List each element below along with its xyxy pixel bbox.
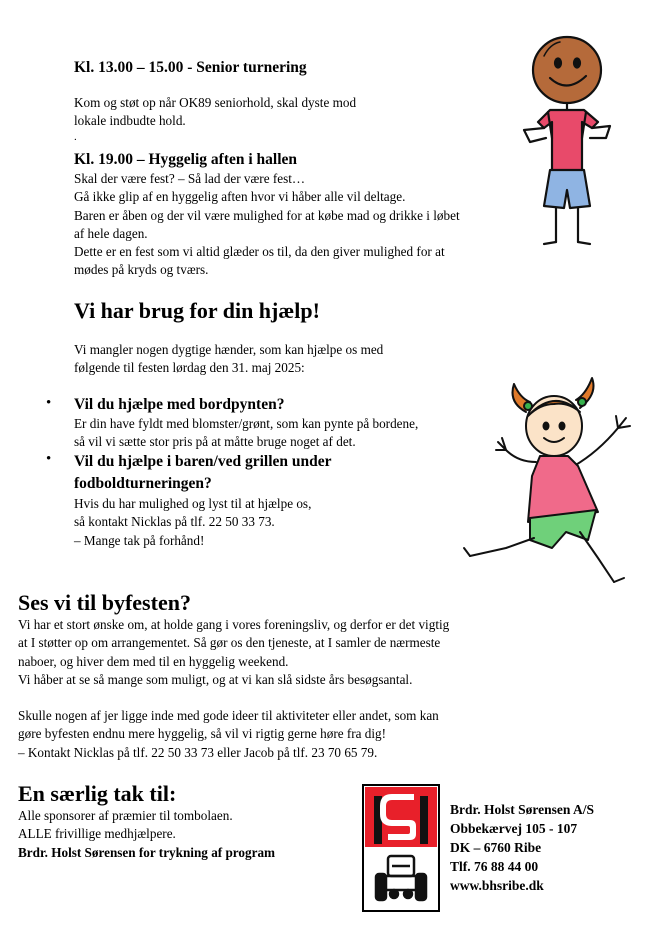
help-heading: Vi har brug for din hjælp! [74, 298, 320, 323]
sponsor-city: DK – 6760 Ribe [450, 840, 542, 855]
byfest-line: – Kontakt Nicklas på tlf. 22 50 33 73 eller Jacob på tlf. 23 70 65 79. [18, 744, 378, 760]
bullet: • [46, 394, 52, 411]
evening-line: Dette er en fest som vi altid glæder os til, da den giver mulighed for at [74, 244, 445, 260]
help-item-title-line: fodboldturneringen? [74, 475, 212, 493]
sponsor-website[interactable]: www.bhsribe.dk [450, 878, 544, 893]
boy-shorts [544, 170, 590, 208]
thanks-heading: En særlig tak til: [18, 781, 177, 806]
sponsor-address [450, 800, 594, 895]
senior-line: lokale indbudte hold. [74, 113, 186, 129]
help-item-text [74, 495, 418, 550]
help-section [46, 298, 419, 550]
help-item-line: så kontakt Nicklas på tlf. 22 50 33 73. [74, 514, 275, 530]
thanks-text [18, 807, 275, 862]
bullet: • [46, 451, 52, 468]
byfest-para-2 [18, 707, 449, 762]
bhs-logo-h-right [420, 796, 428, 844]
boy-illustration [510, 30, 625, 252]
boy-head [533, 37, 601, 103]
sponsor-name: Brdr. Holst Sørensen A/S [450, 802, 595, 817]
help-item-text [74, 415, 418, 452]
byfest-section [18, 590, 449, 762]
evening-line: af hele dagen. [74, 225, 148, 241]
boy-shirt [538, 110, 598, 172]
stray-dot: . [74, 130, 77, 143]
byfest-line: Vi håber at se så mange som muligt, og at vi kan slå sidste års besøgsantal. [18, 671, 413, 687]
girl-illustration [458, 372, 648, 587]
help-item-line: så vil vi sætte stor pris på at måtte bruge noget af det. [74, 433, 356, 449]
evening-line: Skal der være fest? – Så lad der være fest… [74, 171, 306, 186]
evening-text [74, 170, 460, 280]
help-list [46, 394, 419, 550]
sponsor-phone: Tlf. 76 88 44 00 [450, 859, 539, 874]
bhs-logo [362, 784, 440, 912]
help-intro [74, 341, 418, 378]
byfest-line: gøre byfesten endnu mere hyggelig, så vil vi rigtig gerne høre fra dig! [18, 726, 387, 742]
thanks-section [18, 781, 275, 862]
help-item-line: – Mange tak på forhånd! [74, 532, 205, 548]
help-item-line: Er din have fyldt med blomster/grønt, som kan pynte på bordene, [74, 415, 419, 431]
evening-line: Gå ikke glip af en hyggelig aften hvor vi håber alle vil deltage. [74, 189, 406, 205]
senior-line: Kom og støt op når OK89 seniorhold, skal dyste mod [74, 95, 357, 110]
evening-section [74, 150, 460, 280]
help-intro-line: følgende til festen lørdag den 31. maj 2025: [74, 360, 305, 376]
help-intro-line: Vi mangler nogen dygtige hænder, som kan hjælpe os med [74, 342, 384, 357]
help-item-title [74, 451, 418, 495]
senior-heading: Kl. 13.00 – 15.00 - Senior turnering [74, 59, 307, 76]
byfest-para-1 [18, 616, 449, 689]
byfest-line: Skulle nogen af jer ligge inde med gode ideer til aktiviteter eller andet, som kan [18, 708, 439, 724]
help-item-title [74, 395, 418, 415]
byfest-line: Vi har et stort ønske om, at holde gang i vores foreningsliv, og derfor er det vigtig [18, 617, 450, 632]
help-item-bar-grill [46, 451, 418, 550]
byfest-line: naboer, og hiver dem med til en hyggelig weekend. [18, 653, 289, 669]
senior-section [74, 58, 356, 143]
thanks-bold-line: Brdr. Holst Sørensen for trykning af program [18, 844, 276, 860]
thanks-line: ALLE frivillige medhjælpere. [18, 826, 176, 842]
thanks-line: Alle sponsorer af præmier til tombolaen. [18, 808, 233, 823]
evening-heading: Kl. 19.00 – Hyggelig aften i hallen [74, 151, 298, 168]
help-item-bordpynt [46, 394, 419, 452]
help-item-title-line: Vil du hjælpe med bordpynten? [74, 395, 285, 413]
sponsor-street: Obbekærvej 105 - 107 [450, 821, 578, 836]
byfest-heading: Ses vi til byfesten? [18, 590, 191, 615]
evening-line: Baren er åben og der vil være mulighed for at købe mad og drikke i løbet [74, 207, 460, 223]
byfest-line: at I støtter op om arrangementet. Så gør os den tjeneste, at I samler de nærmeste [18, 635, 441, 651]
senior-text [74, 94, 356, 131]
help-item-title-line: Vil du hjælpe i baren/ved grillen under [74, 453, 332, 471]
evening-line: mødes på kryds og tværs. [74, 262, 209, 278]
help-item-line: Hvis du har mulighed og lyst til at hjælpe os, [74, 496, 312, 512]
